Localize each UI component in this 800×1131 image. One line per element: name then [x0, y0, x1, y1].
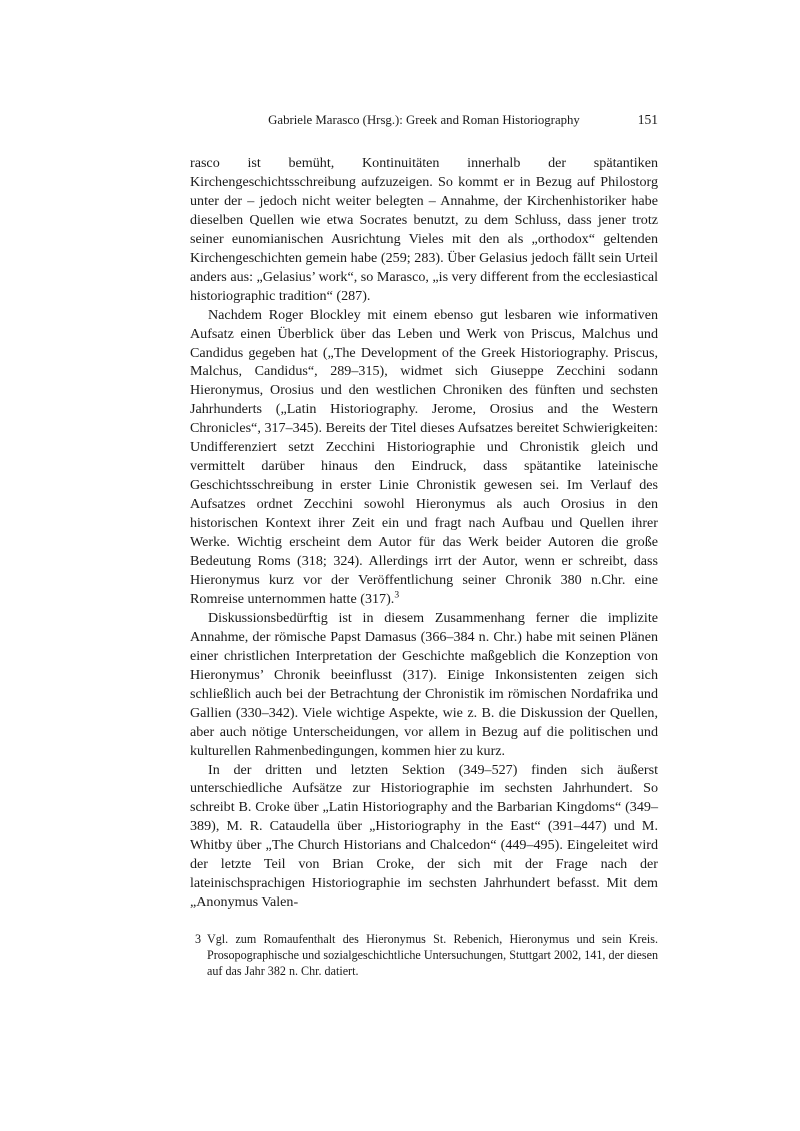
footnote-text: Vgl. zum Romaufenthalt des Hieronymus St. Rebenich, Hieronymus und sein Kreis. Prosopographische und sozialgeschichtliche Untersuchungen, Stuttgart 2002, 141, der diesen auf das Jahr 382 n. Chr. datiert. [207, 932, 658, 979]
page-number: 151 [637, 112, 658, 127]
paragraph-1: rasco ist bemüht, Kontinuitäten innerhalb der spätantiken Kirchengeschichtsschreibung aufzuzeigen. So kommt er in Bezug auf Philostorg unter der – jedoch nicht weiter belegten – Annahme, der Kirchenhistoriker habe dieselben Quellen wie etwa Socrates benutzt, zu dem Schluss, dass jener trotz seiner eunomianischen Ausrichtung Vieles mit den als „orthodox“ geltenden Kirchengeschichten gemein habe (259; 283). Über Gelasius jedoch fällt sein Urteil anders aus: „Gelasius’ work“, so Marasco, „is very different from the ecclesiastical historiographic tradition“ (287). [190, 155, 658, 304]
footnote-3 [190, 931, 658, 979]
footnote-number: 3 [195, 932, 202, 947]
paragraph-4: In der dritten und letzten Sektion (349–527) finden sich äußerst unterschiedliche Aufsätze zur Historiographie im sechsten Jahrhundert. So schreibt B. Croke über „Latin Historiography and the Barbarian Kingdoms“ (349–389), M. R. Cataudella über „Historiography in the East“ (391–447) und M. Whitby über „The Church Historians and Chalcedon“ (449–495). Eingeleitet wird der letzte Teil von Brian Croke, der sich mit der Frage nach der lateinischsprachigen Historiographie im sechsten Jahrhundert befasst. Mit dem „Anonymus Valen- [190, 761, 658, 911]
running-head [190, 112, 658, 128]
page-content [190, 112, 658, 979]
paragraph-2-text: Nachdem Roger Blockley mit einem ebenso gut lesbaren wie informativen Aufsatz einen Überblick über das Leben und Werk von Priscus, Malchus und Candidus gegeben hat („The Development of the Greek Historiography. Priscus, Malchus, Candidus“, 289–315), widmet sich Giuseppe Zecchini sodann Hieronymus, Orosius und den westlichen Chroniken des fünften und sechsten Jahrhunderts („Latin Historiography. Jerome, Orosius and the Western Chronicles“, 317–345). Bereits der Titel dieses Aufsatzes bereitet Schwierigkeiten: Undifferenziert setzt Zecchini Historiographie und Chronistik gleich und vermittelt darüber hinaus den Eindruck, dass spätantike lateinische Geschichtsschreibung in erster Linie Chronistik gewesen sei. Im Verlauf des Aufsatzes ordnet Zecchini sowohl Hieronymus als auch Orosius in den historischen Kontext ihrer Zeit ein und fragt nach Aufbau und Quellen ihrer Werke. Wichtig erscheint dem Autor für das Werk beider Autoren die große Bedeutung Roms (318; 324). Allerdings irrt der Autor, wenn er schreibt, dass Hieronymus kurz vor der Veröffentlichung seiner Chronik 380 n.Chr. eine Romreise unternommen hatte (317). [190, 306, 658, 607]
running-head-title: Gabriele Marasco (Hrsg.): Greek and Roman Historiography [268, 113, 580, 127]
footnote-reference-3[interactable]: 3 [394, 589, 400, 601]
paragraph-3: Diskussionsbedürftig ist in diesem Zusammenhang ferner die implizite Annahme, der römische Papst Damasus (366–384 n. Chr.) habe mit seinen Plänen einer christlichen Interpretation der Geschichte maßgeblich die Konzeption von Hieronymus’ Chronik beeinflusst (317). Einige Inkonsistenten zeigen sich schließlich auch bei der Betrachtung der Chronistik im römischen Nordafrika und Gallien (330–342). Viele wichtige Aspekte, wie z. B. die Diskussion der Quellen, aber auch nötige Unterscheidungen, vor allem in Bezug auf die politischen und kulturellen Rahmenbedingungen, kommen hier zu kurz. [190, 609, 658, 759]
paragraph-2 [190, 306, 658, 609]
footnote-area [190, 931, 658, 979]
